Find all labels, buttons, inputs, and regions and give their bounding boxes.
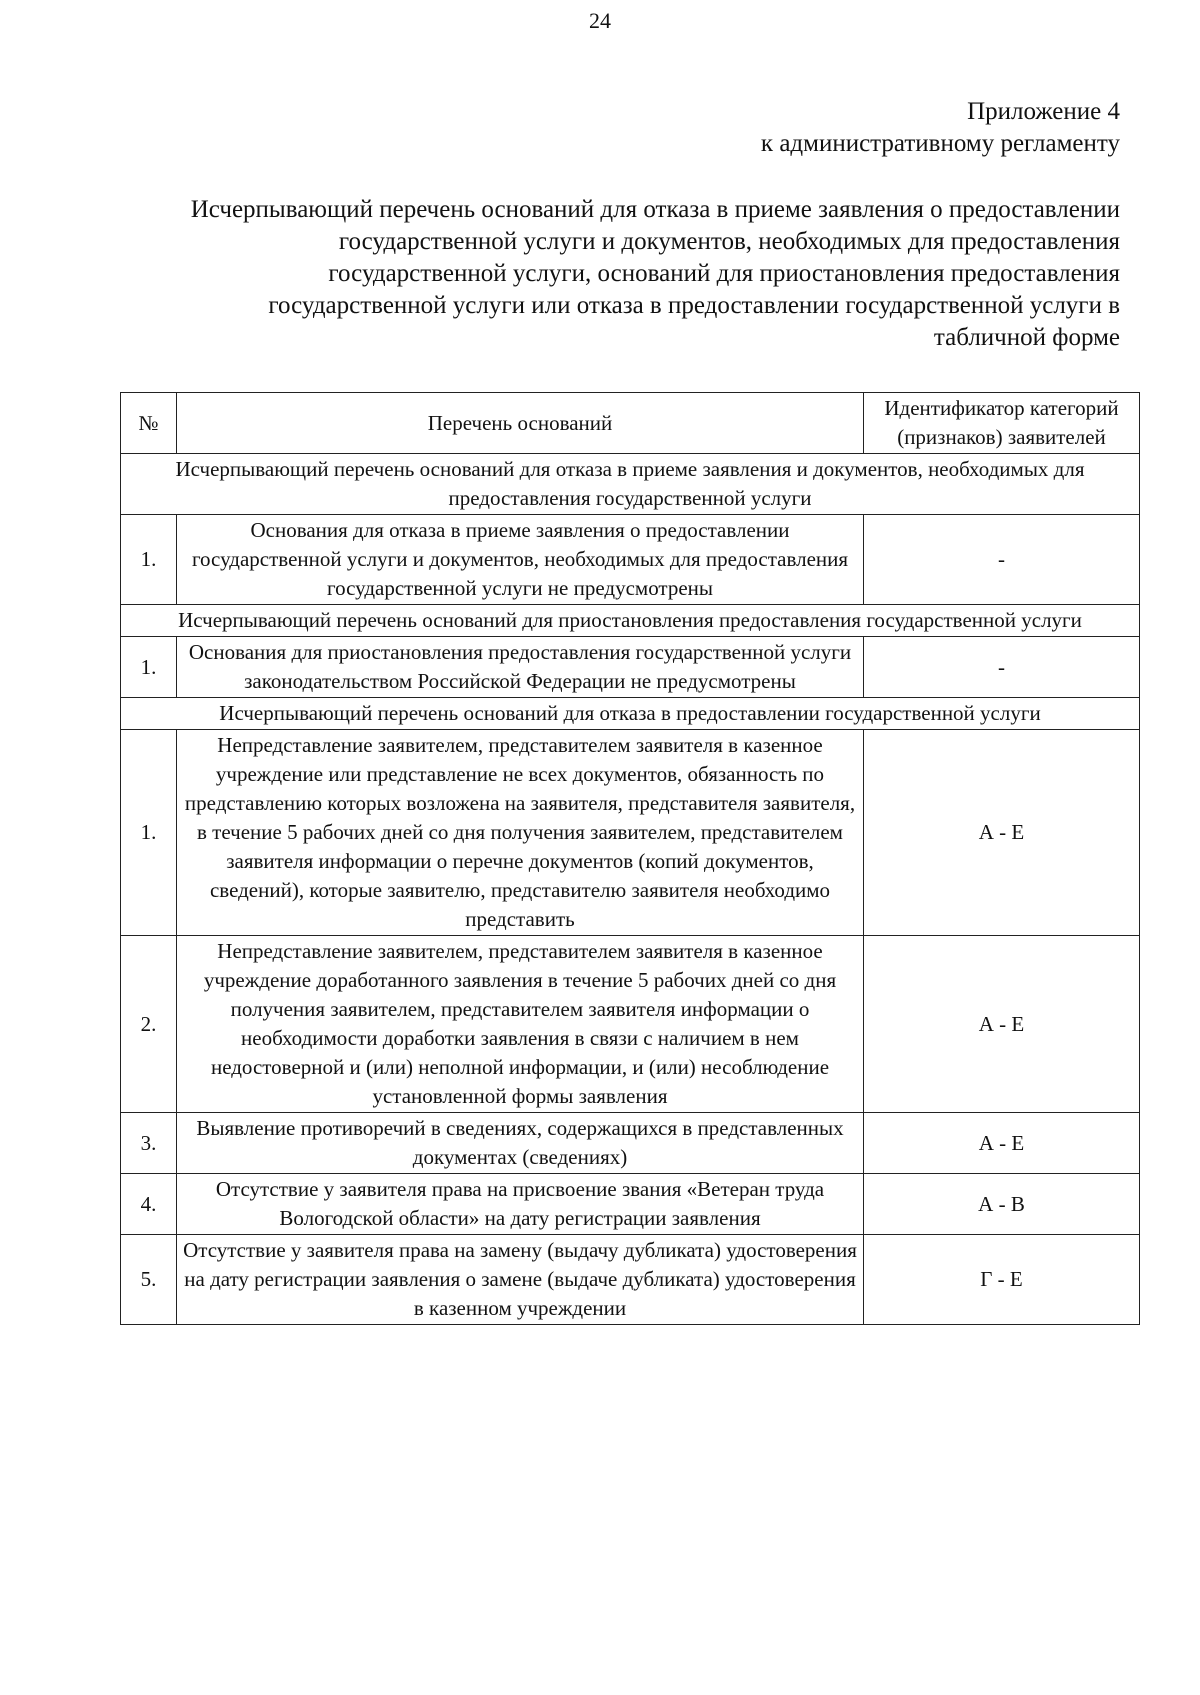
row-identifier: -: [864, 637, 1140, 698]
row-grounds-text: Непредставление заявителем, представителем заявителя в казенное учреждение доработанного заявления в течение 5 рабочих дней со дня получения заявителем, представителем заявителя информации о необходимости доработки заявления в связи с наличием в нем недостоверной и (или) неполной информации, и (или) несоблюдение установленной формы заявления: [177, 936, 864, 1113]
table-row: [121, 936, 1140, 1113]
section-header-row: [121, 698, 1140, 730]
row-number: 2.: [121, 936, 177, 1113]
grounds-table: [120, 392, 1140, 1325]
row-identifier: А - Е: [864, 1113, 1140, 1174]
table-body: [121, 393, 1140, 1325]
row-number: 4.: [121, 1174, 177, 1235]
row-grounds-text: Отсутствие у заявителя права на замену (выдачу дубликата) удостоверения на дату регистрации заявления о замене (выдаче дубликата) удостоверения в казенном учреждении: [177, 1235, 864, 1325]
table-header-row: [121, 393, 1140, 454]
row-grounds-text: Отсутствие у заявителя права на присвоение звания «Ветеран труда Вологодской области» на дату регистрации заявления: [177, 1174, 864, 1235]
section-title: Исчерпывающий перечень оснований для отказа в предоставлении государственной услуги: [121, 698, 1140, 730]
document-title: Исчерпывающий перечень оснований для отказа в приеме заявления о предоставлении государственной услуги и документов, необходимых для предоставления государственной услуги, оснований для приостановления предоставления государственной услуги или отказа в предоставлении государственной услуги в табличной форме: [190, 196, 1120, 351]
row-grounds-text: Выявление противоречий в сведениях, содержащихся в представленных документах (сведениях): [177, 1113, 864, 1174]
row-grounds-text: Основания для отказа в приеме заявления о предоставлении государственной услуги и документов, необходимых для предоставления государственной услуги не предусмотрены: [177, 515, 864, 605]
row-identifier: А - В: [864, 1174, 1140, 1235]
table-row: [121, 1113, 1140, 1174]
section-header-row: [121, 454, 1140, 515]
table-row: [121, 515, 1140, 605]
table-row: [121, 637, 1140, 698]
table-row: [121, 730, 1140, 936]
section-header-row: [121, 605, 1140, 637]
row-number: 1.: [121, 515, 177, 605]
page-number: 24: [589, 8, 611, 33]
row-number: 1.: [121, 637, 177, 698]
row-identifier: -: [864, 515, 1140, 605]
row-identifier: А - Е: [864, 936, 1140, 1113]
table-row: [121, 1235, 1140, 1325]
header-num: №: [121, 393, 177, 454]
section-title: Исчерпывающий перечень оснований для отказа в приеме заявления и документов, необходимых для предоставления государственной услуги: [121, 454, 1140, 515]
appendix-line-2: к административному регламенту: [760, 130, 1120, 157]
table-row: [121, 1174, 1140, 1235]
row-number: 5.: [121, 1235, 177, 1325]
row-grounds-text: Основания для приостановления предоставления государственной услуги законодательством Российской Федерации не предусмотрены: [177, 637, 864, 698]
header-identifier: Идентификатор категорий (признаков) заявителей: [864, 393, 1140, 454]
row-identifier: Г - Е: [864, 1235, 1140, 1325]
section-title: Исчерпывающий перечень оснований для приостановления предоставления государственной услуги: [121, 605, 1140, 637]
appendix-note: [761, 96, 1120, 160]
appendix-line-1: Приложение 4: [967, 98, 1120, 125]
row-number: 1.: [121, 730, 177, 936]
header-grounds: Перечень оснований: [177, 393, 864, 454]
row-identifier: А - Е: [864, 730, 1140, 936]
row-number: 3.: [121, 1113, 177, 1174]
row-grounds-text: Непредставление заявителем, представителем заявителя в казенное учреждение или представление не всех документов, обязанность по представлению которых возложена на заявителя, представителя заявителя, в течение 5 рабочих дней со дня получения заявителем, представителем заявителя информации о перечне документов (копий документов, сведений), которые заявителю, представителю заявителя необходимо представить: [177, 730, 864, 936]
